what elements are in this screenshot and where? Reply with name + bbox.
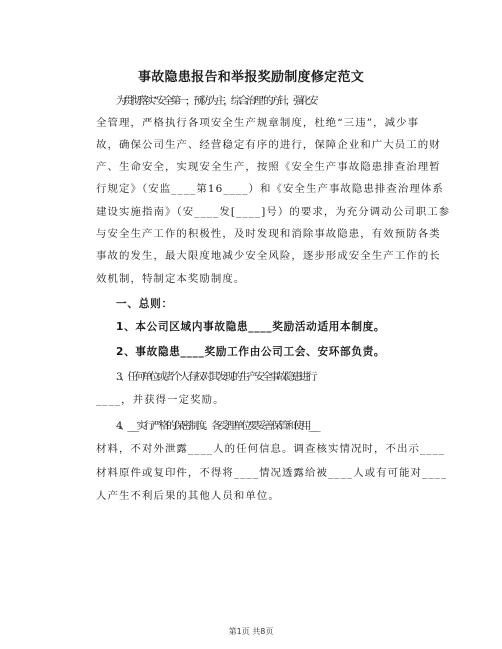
intro-line: 效机制，特制定本奖励制度。	[96, 273, 246, 285]
page-number: 第1页 共8页	[228, 627, 274, 636]
rule-item-4-line: 材料原件或复印件，不得将____情况透露给被____人或有可能对____	[96, 467, 448, 479]
rule-item-4-line: 人产生不利后果的其他人员和单位。	[96, 490, 280, 502]
document-title: 事故隐患报告和举报奖励制度修定范文	[137, 70, 365, 85]
intro-line: 全管理，严格执行各项安全生产规章制度，杜绝“三违”，减少事	[96, 117, 420, 129]
rule-item-1: 1、本公司区域内事故隐患____奖励活动适用本制度。	[116, 321, 386, 333]
intro-line: 建设实施指南》（安____发[____]号）的要求，为充分调动公司职工参	[96, 206, 451, 218]
rule-item-3-line: 3、任何单位或者个人有权对其发现的生产安全事故隐患进行	[116, 371, 315, 383]
section-heading: 一、总则：	[116, 298, 173, 310]
intro-line: 产、生命安全，实现安全生产，按照《安全生产事故隐患排查治理暂	[96, 161, 441, 173]
rule-item-3-line: ____，并获得一定奖励。	[96, 394, 225, 406]
rule-item-4-line: 4、____实行严格的保密制度。各受理单位要妥善保管和使用____	[116, 420, 318, 432]
intro-line: 与安全生产工作的积极性，及时发现和消除事故隐患，有效预防各类	[96, 228, 441, 240]
intro-line: 事故的发生，最大限度地减少安全风险，逐步形成安全生产工作的长	[96, 250, 441, 262]
rule-item-4-line: 材料，不对外泄露____人的任何信息。调查核实情况时，不出示____	[96, 443, 446, 455]
intro-line: 故，确保公司生产、经营稳定有序的进行，保障企业和广大员工的财	[96, 139, 441, 151]
rule-item-2: 2、事故隐患____奖励工作由公司工会、安环部负责。	[116, 346, 386, 358]
intro-line: 为贯彻落实“安全第一，预防为主，综合治理”的方针，强化安	[116, 95, 316, 107]
intro-line: 行规定》（安监____第16____）和《安全生产事故隐患排查治理体系	[96, 183, 444, 195]
